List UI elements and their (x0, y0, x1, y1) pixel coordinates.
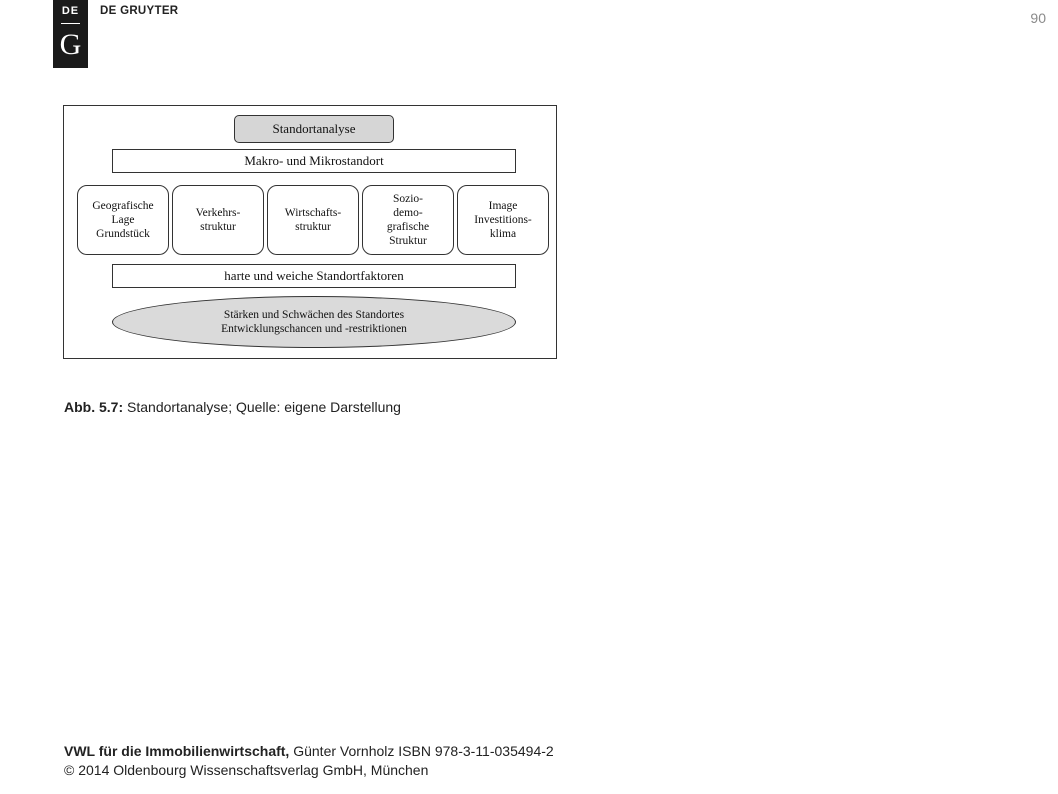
factor-label: Sozio- demo- grafische Struktur (386, 193, 430, 247)
logo-top-text: DE (61, 5, 80, 17)
top-box-label: Standortanalyse (272, 121, 356, 136)
band-standortfaktoren (112, 264, 516, 288)
caption-label: Abb. 5.7: (64, 399, 124, 415)
ellipse-swot (112, 296, 516, 348)
factor-label: Wirtschafts- struktur (284, 207, 342, 233)
factor-label: Verkehrs- struktur (195, 207, 241, 233)
band-factors-label: harte und weiche Standortfaktoren (224, 268, 404, 283)
factor-label: Image Investitions- klima (474, 200, 532, 240)
page-number: 90 (1030, 10, 1046, 26)
diagram-frame (63, 105, 557, 359)
factor-box-image (457, 185, 549, 255)
logo-divider (61, 23, 80, 24)
book-info: Günter Vornholz ISBN 978-3-11-035494-2 (289, 743, 554, 759)
footer-book-line (64, 742, 554, 761)
footer-copyright: © 2014 Oldenbourg Wissenschaftsverlag GmbH, München (64, 762, 429, 778)
publisher-logo (53, 0, 88, 68)
ellipse-label: Stärken und Schwächen des Standortes Entwicklungschancen und -restriktionen (221, 309, 407, 335)
book-title: VWL für die Immobilienwirtschaft, (64, 743, 290, 759)
factor-label: Geografische Lage Grundstück (92, 200, 154, 240)
factor-box-sozio (362, 185, 454, 255)
caption-text: Standortanalyse; Quelle: eigene Darstellung (123, 399, 401, 415)
factor-box-geografisch (77, 185, 169, 255)
band-macro-label: Makro- und Mikrostandort (244, 153, 384, 168)
footer (64, 742, 554, 780)
band-macro-micro (112, 149, 516, 173)
top-box-standortanalyse (234, 115, 394, 143)
factor-box-wirtschaft (267, 185, 359, 255)
factor-box-verkehr (172, 185, 264, 255)
logo-letter: G (59, 28, 82, 61)
publisher-name: DE GRUYTER (100, 5, 179, 17)
figure-caption (64, 399, 401, 415)
